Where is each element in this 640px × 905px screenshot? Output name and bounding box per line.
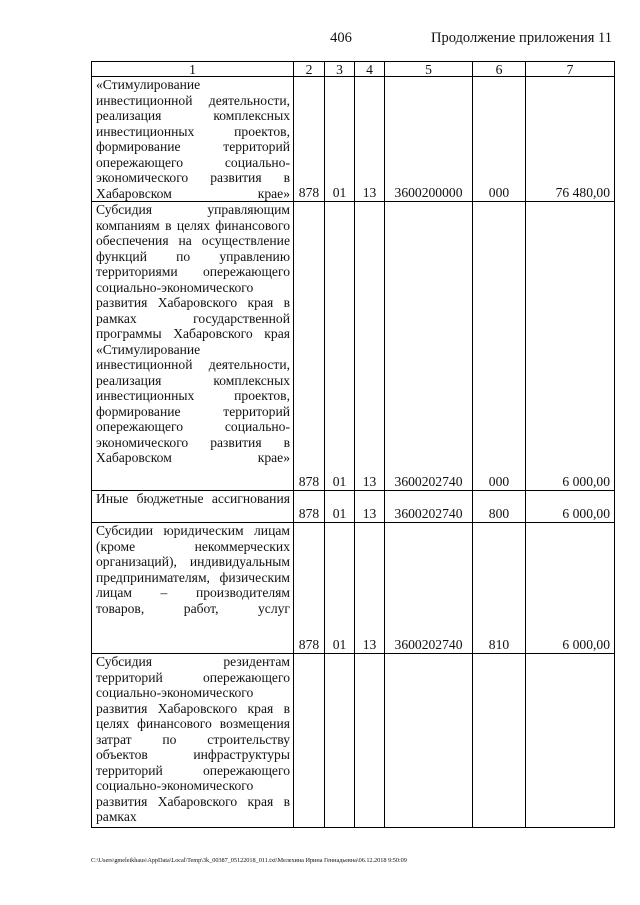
admin-code <box>294 654 325 828</box>
subsection-code: 13 <box>355 77 385 202</box>
table-row <box>92 523 615 654</box>
section-code <box>325 654 355 828</box>
amount: 6 000,00 <box>526 202 615 491</box>
target-article-code <box>385 654 473 828</box>
target-article-code: 3600202740 <box>385 491 473 523</box>
row-name: Субсидия управляющим компаниям в целях финансового обеспечения на осуществление функций по управлению территориями опережающего социально-экономического развития Хабаровского края в рамках государственной программы Хабаровского края «Стимулирование инвестиционной деятельности, реализация комплексных инвестиционных проектов, формирование территорий опережающего социально-экономического развития в Хабаровском крае» <box>92 202 294 491</box>
amount: 76 480,00 <box>526 77 615 202</box>
table-row <box>92 654 615 828</box>
section-code: 01 <box>325 523 355 654</box>
column-header: 4 <box>355 62 385 77</box>
row-name: «Стимулирование инвестиционной деятельности, реализация комплексных инвестиционных проектов, формирование территорий опережающего социально-экономического развития в Хабаровском крае» <box>92 77 294 202</box>
column-number-row <box>92 62 615 77</box>
column-header: 7 <box>526 62 615 77</box>
subsection-code <box>355 654 385 828</box>
section-code: 01 <box>325 491 355 523</box>
admin-code: 878 <box>294 202 325 491</box>
admin-code: 878 <box>294 77 325 202</box>
subsection-code: 13 <box>355 523 385 654</box>
admin-code: 878 <box>294 491 325 523</box>
subsection-code: 13 <box>355 491 385 523</box>
column-header: 2 <box>294 62 325 77</box>
expense-type-code: 810 <box>473 523 526 654</box>
expense-type-code <box>473 654 526 828</box>
table-row <box>92 491 615 523</box>
expense-type-code: 000 <box>473 202 526 491</box>
expense-type-code: 800 <box>473 491 526 523</box>
table-row <box>92 77 615 202</box>
amount: 6 000,00 <box>526 491 615 523</box>
subsection-code: 13 <box>355 202 385 491</box>
section-code: 01 <box>325 77 355 202</box>
budget-table <box>91 61 615 828</box>
target-article-code: 3600202740 <box>385 523 473 654</box>
expense-type-code: 000 <box>473 77 526 202</box>
column-header: 6 <box>473 62 526 77</box>
row-name: Субсидия резидентам территорий опережающего социально-экономического развития Хабаровского края в целях финансового возмещения затрат по строительству объектов инфраструктуры территорий опережающего социально-экономического развития Хабаровского края в рамках <box>92 654 294 828</box>
appendix-continuation-label: Продолжение приложения 11 <box>430 30 612 46</box>
column-header: 5 <box>385 62 473 77</box>
target-article-code: 3600200000 <box>385 77 473 202</box>
row-name: Иные бюджетные ассигнования <box>92 491 294 523</box>
column-header: 3 <box>325 62 355 77</box>
amount: 6 000,00 <box>526 523 615 654</box>
page-number: 406 <box>330 30 352 46</box>
target-article-code: 3600202740 <box>385 202 473 491</box>
amount <box>526 654 615 828</box>
row-name: Субсидии юридическим лицам (кроме некоммерческих организаций), индивидуальным предпринимателям, физическим лицам – производителям товаров, работ, услуг <box>92 523 294 654</box>
admin-code: 878 <box>294 523 325 654</box>
table-row <box>92 202 615 491</box>
section-code: 01 <box>325 202 355 491</box>
column-header: 1 <box>92 62 294 77</box>
file-path-footer: C:\Users\gmeleikhaus\AppData\Local\Temp\3k_00387_05122018_011.txt\Мелехина Ирина Геннадьевна\06.12.2018 9:50:09 <box>91 857 407 864</box>
